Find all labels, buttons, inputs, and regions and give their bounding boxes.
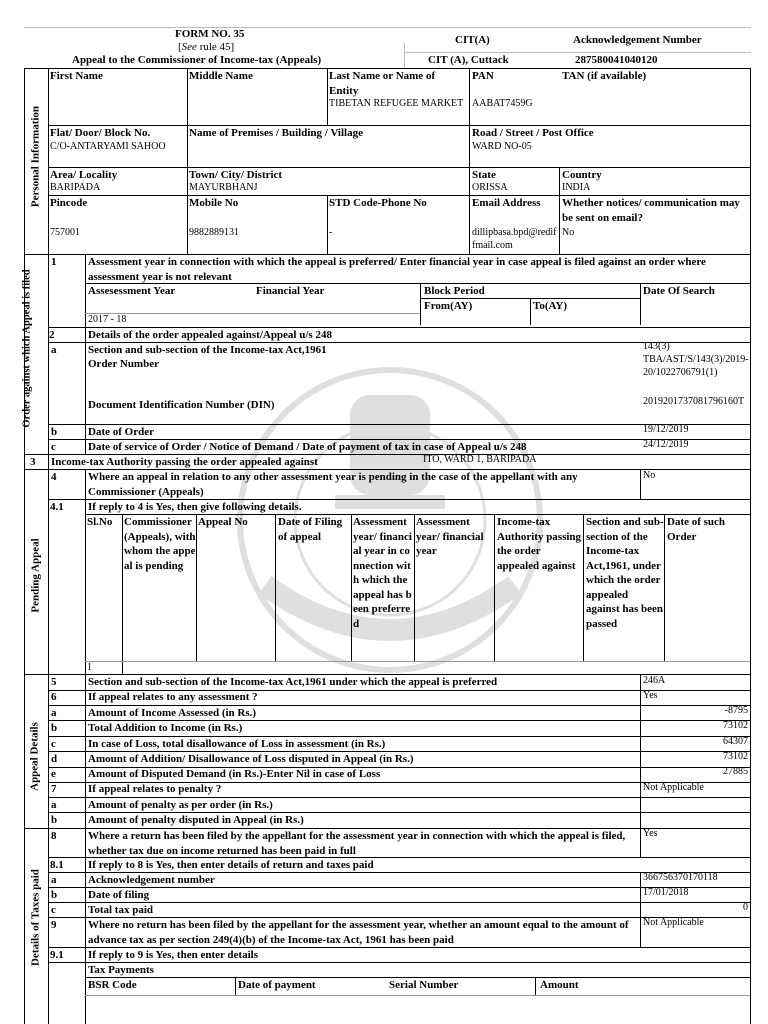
q81a-letter: a — [51, 874, 57, 886]
q3-value: ITO, WARD 1, BARIPADA — [423, 454, 537, 465]
amount-label: Amount — [540, 979, 579, 991]
q6d-value: 73102 — [723, 751, 748, 762]
q3-text: Income-tax Authority passing the order appealed against — [51, 456, 318, 468]
q5-text: Section and sub-section of the Income-tax Act,1961 under which the appeal is preferred — [88, 676, 498, 688]
q41-number: 4.1 — [50, 501, 64, 513]
town-label: Town/ City/ District — [189, 169, 283, 181]
area-label: Area/ Locality — [50, 169, 118, 181]
order-number-value: TBA/AST/S/143(3)/2019-20/1022706791(1) — [643, 354, 749, 378]
section-pending-appeal: Pending Appeal — [29, 538, 42, 613]
din-value: 2019201737081796160T — [643, 396, 745, 407]
notices-value: No — [562, 227, 575, 238]
cit-label: CIT(A) — [455, 34, 490, 46]
ack-label: Acknowledgement Number — [573, 34, 702, 46]
q6e-text: Amount of Disputed Demand (in Rs.)-Enter Nil in case of Loss — [88, 768, 381, 780]
tan-label: TAN (if available) — [562, 70, 647, 82]
q2a-value: 143(3) — [643, 341, 670, 352]
q2b-letter: b — [51, 426, 58, 438]
q2b-value: 19/12/2019 — [643, 424, 689, 435]
bsr-code-label: BSR Code — [88, 979, 137, 991]
q81-text: If reply to 8 is Yes, then enter details of return and taxes paid — [88, 859, 374, 871]
q7b-text: Amount of penalty disputed in Appeal (in Rs.) — [88, 814, 304, 826]
q6a-letter: a — [51, 707, 57, 719]
std-label: STD Code-Phone No — [329, 197, 427, 209]
q7-value: Not Applicable — [643, 782, 704, 793]
email-label: Email Address — [472, 197, 541, 209]
din-label: Document Identification Number (DIN) — [88, 399, 275, 411]
col-date-order: Date of such Order — [667, 516, 726, 543]
q2a-letter: a — [51, 344, 57, 356]
serial-number-label: Serial Number — [389, 979, 459, 991]
q9-number: 9 — [51, 919, 57, 931]
q6-value: Yes — [643, 690, 658, 701]
col-appeal-no: Appeal No — [198, 516, 248, 528]
q9-text: Where no return has been filed by the appellant for the assessment year, whether an amount equal to the amount of advance tax as per section 249(4)(b) of the Income-tax Act, 1961 has been paid — [88, 919, 629, 946]
q6d-letter: d — [51, 753, 58, 765]
q91-number: 9.1 — [50, 949, 64, 961]
q81b-text: Date of filing — [88, 889, 150, 901]
q4-number: 4 — [51, 471, 57, 483]
q4-value: No — [643, 470, 656, 481]
q6-number: 6 — [51, 691, 57, 703]
q2c-text: Date of service of Order / Notice of Demand / Date of payment of tax in case of Appeal u/s 248 — [88, 441, 527, 453]
last-name-label: Last Name or Name of Entity — [329, 70, 436, 97]
q6b-letter: b — [51, 722, 58, 734]
q3-number: 3 — [30, 456, 36, 468]
q6c-text: In case of Loss, total disallowance of Loss in assessment (in Rs.) — [88, 738, 386, 750]
section-order-appealed: Order against which Appeal is filed — [21, 269, 33, 428]
to-ay-label: To(AY) — [533, 300, 568, 312]
q2b-text: Date of Order — [88, 426, 154, 438]
notices-label: Whether notices/ communication may be sent on email? — [562, 197, 740, 224]
road-label: Road / Street / Post Office — [472, 127, 594, 139]
pan-value: AABAT7459G — [472, 98, 533, 109]
section-personal-information: Personal Information — [29, 105, 42, 208]
middle-name-label: Middle Name — [189, 70, 253, 82]
q5-value: 246A — [643, 675, 666, 686]
mobile-label: Mobile No — [189, 197, 239, 209]
form-number: FORM NO. 35 — [175, 28, 245, 40]
last-name-value: TIBETAN REFUGEE MARKET — [329, 98, 464, 109]
town-value: MAYURBHANJ — [189, 182, 258, 193]
q91-text: If reply to 9 is Yes, then enter details — [88, 949, 258, 961]
ack-value: 287580041040120 — [575, 54, 658, 66]
pending-row-1: 1 — [87, 662, 92, 673]
q5-number: 5 — [51, 676, 57, 688]
ay-label: Assesessment Year — [88, 285, 176, 297]
q81-number: 8.1 — [50, 859, 64, 871]
from-ay-label: From(AY) — [424, 300, 473, 312]
country-value: INDIA — [562, 182, 591, 193]
q6a-text: Amount of Income Assessed (in Rs.) — [88, 707, 257, 719]
q6c-value: 64307 — [723, 736, 748, 747]
mobile-value: 9882889131 — [189, 227, 239, 238]
road-value: WARD NO-05 — [472, 141, 532, 152]
q2-text: Details of the order appealed against/Appeal u/s 248 — [88, 329, 332, 341]
q6-text: If appeal relates to any assessment ? — [88, 691, 258, 703]
std-value: - — [329, 227, 333, 238]
country-label: Country — [562, 169, 602, 181]
pincode-value: 757001 — [50, 227, 80, 238]
fy-label: Financial Year — [256, 285, 325, 297]
q8-value: Yes — [643, 828, 658, 839]
q1-text: Assessment year in connection with which the appeal is preferred/ Enter financial year in case appeal is filed against an order where assessment year is not relevant — [88, 256, 706, 283]
q8-text: Where a return has been filed by the appellant for the assessment year in connection with which the appeal is filed, whether tax due on income returned has been paid in full — [88, 830, 626, 857]
q81c-value: 0 — [743, 902, 748, 913]
first-name-label: First Name — [50, 70, 103, 82]
pincode-label: Pincode — [50, 197, 88, 209]
col-sl-no: Sl.No — [87, 516, 113, 528]
cit-value: CIT (A), Cuttack — [428, 54, 509, 66]
q7a-text: Amount of penalty as per order (in Rs.) — [88, 799, 273, 811]
section-taxes-paid: Details of Taxes paid — [29, 869, 42, 966]
pan-label: PAN — [472, 70, 494, 82]
tax-payments-label: Tax Payments — [88, 964, 154, 976]
email-value: dillipbasa.bpd@rediffmail.com — [472, 227, 557, 251]
col-commissioner: Commissioner (Appeals), with whom the appeal is pending — [124, 516, 196, 572]
area-value: BARIPADA — [50, 182, 101, 193]
flat-value: C/O-ANTARYAMI SAHOO — [50, 141, 166, 152]
q6a-value: -8795 — [724, 705, 748, 716]
date-of-search-label: Date Of Search — [643, 285, 715, 297]
q7b-letter: b — [51, 814, 58, 826]
col-section: Section and sub-section of the Income-tax Act,1961, under which the order appealed against has been passed — [586, 516, 664, 630]
q2a-text: Section and sub-section of the Income-tax Act,1961 — [88, 344, 327, 356]
order-number-label: Order Number — [88, 358, 159, 370]
block-period-label: Block Period — [424, 285, 485, 297]
flat-label: Flat/ Door/ Block No. — [50, 127, 151, 139]
state-value: ORISSA — [472, 182, 508, 193]
q6b-value: 73102 — [723, 720, 748, 731]
q9-value: Not Applicable — [643, 917, 704, 928]
q2c-letter: c — [51, 441, 56, 453]
col-date-filing: Date of Filing of appeal — [278, 516, 343, 543]
q4-text: Where an appeal in relation to any other assessment year is pending in the case of the appellant with any Commissioner (Appeals) — [88, 471, 578, 498]
rule-reference: [See rule 45] — [178, 41, 235, 53]
state-label: State — [472, 169, 496, 181]
q81c-text: Total tax paid — [88, 904, 154, 916]
q2c-value: 24/12/2019 — [643, 439, 689, 450]
q7a-letter: a — [51, 799, 57, 811]
q6e-letter: e — [51, 768, 56, 780]
q81c-letter: c — [51, 904, 56, 916]
q8-number: 8 — [51, 830, 57, 842]
section-appeal-details: Appeal Details — [28, 722, 41, 791]
form-title: Appeal to the Commissioner of Income-tax (Appeals) — [72, 54, 322, 66]
q7-text: If appeal relates to penalty ? — [88, 783, 222, 795]
ay-value: 2017 - 18 — [88, 314, 127, 325]
q81a-text: Acknowledgement number — [88, 874, 215, 886]
q6e-value: 27885 — [723, 766, 748, 777]
q81a-value: 366756370170118 — [643, 872, 718, 883]
q81b-value: 17/01/2018 — [643, 887, 689, 898]
premises-label: Name of Premises / Building / Village — [189, 127, 363, 139]
q6b-text: Total Addition to Income (in Rs.) — [88, 722, 243, 734]
col-assessment-year-1: Assessment year/ financial year in connection with which the appeal has been preferred — [353, 516, 412, 630]
q7-number: 7 — [51, 783, 57, 795]
q6d-text: Amount of Addition/ Disallowance of Loss disputed in Appeal (in Rs.) — [88, 753, 414, 765]
q1-number: 1 — [51, 256, 57, 268]
q81b-letter: b — [51, 889, 58, 901]
col-it-authority: Income-tax Authority passing the order appealed against — [497, 516, 582, 572]
col-assessment-year-2: Assessment year/ financial year — [416, 516, 484, 557]
q2-number: 2 — [49, 329, 55, 341]
q41-text: If reply to 4 is Yes, then give following details. — [88, 501, 302, 513]
date-of-payment-label: Date of payment — [238, 979, 316, 991]
q6c-letter: c — [51, 738, 56, 750]
